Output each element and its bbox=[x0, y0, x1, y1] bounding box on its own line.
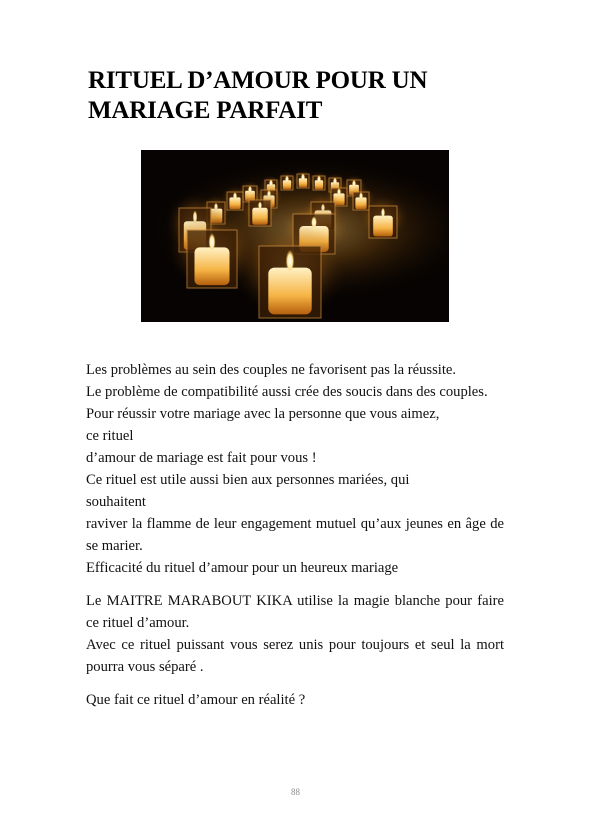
paragraph: souhaitent bbox=[86, 494, 146, 510]
paragraph: Pour réussir votre mariage avec la personne que vous aimez, bbox=[86, 406, 440, 422]
paragraph: Efficacité du rituel d’amour pour un heureux mariage bbox=[86, 560, 399, 576]
page-title: RITUEL D’AMOUR POUR UN MARIAGE PARFAIT bbox=[88, 67, 428, 124]
paragraph: Ce rituel est utile aussi bien aux personnes mariées, qui bbox=[86, 472, 410, 488]
paragraph: d’amour de mariage est fait pour vous ! bbox=[86, 450, 317, 466]
paragraph: ce rituel bbox=[86, 428, 134, 444]
paragraph: Avec ce rituel puissant vous serez unis pour toujours et seul la mort pourra vous séparé . bbox=[86, 637, 504, 675]
paragraph: Les problèmes au sein des couples ne favorisent pas la réussite. bbox=[86, 362, 457, 378]
page-number: 88 bbox=[291, 787, 300, 797]
candles-photo bbox=[141, 150, 449, 322]
paragraph: Que fait ce rituel d’amour en réalité ? bbox=[86, 692, 306, 708]
paragraph: Le problème de compatibilité aussi crée des soucis dans des couples. bbox=[86, 384, 488, 400]
paragraph: Le MAITRE MARABOUT KIKA utilise la magie blanche pour faire ce rituel d’amour. bbox=[86, 593, 504, 631]
paragraph: raviver la flamme de leur engagement mutuel qu’aux jeunes en âge de se marier. bbox=[86, 516, 504, 554]
body-text bbox=[86, 359, 504, 711]
